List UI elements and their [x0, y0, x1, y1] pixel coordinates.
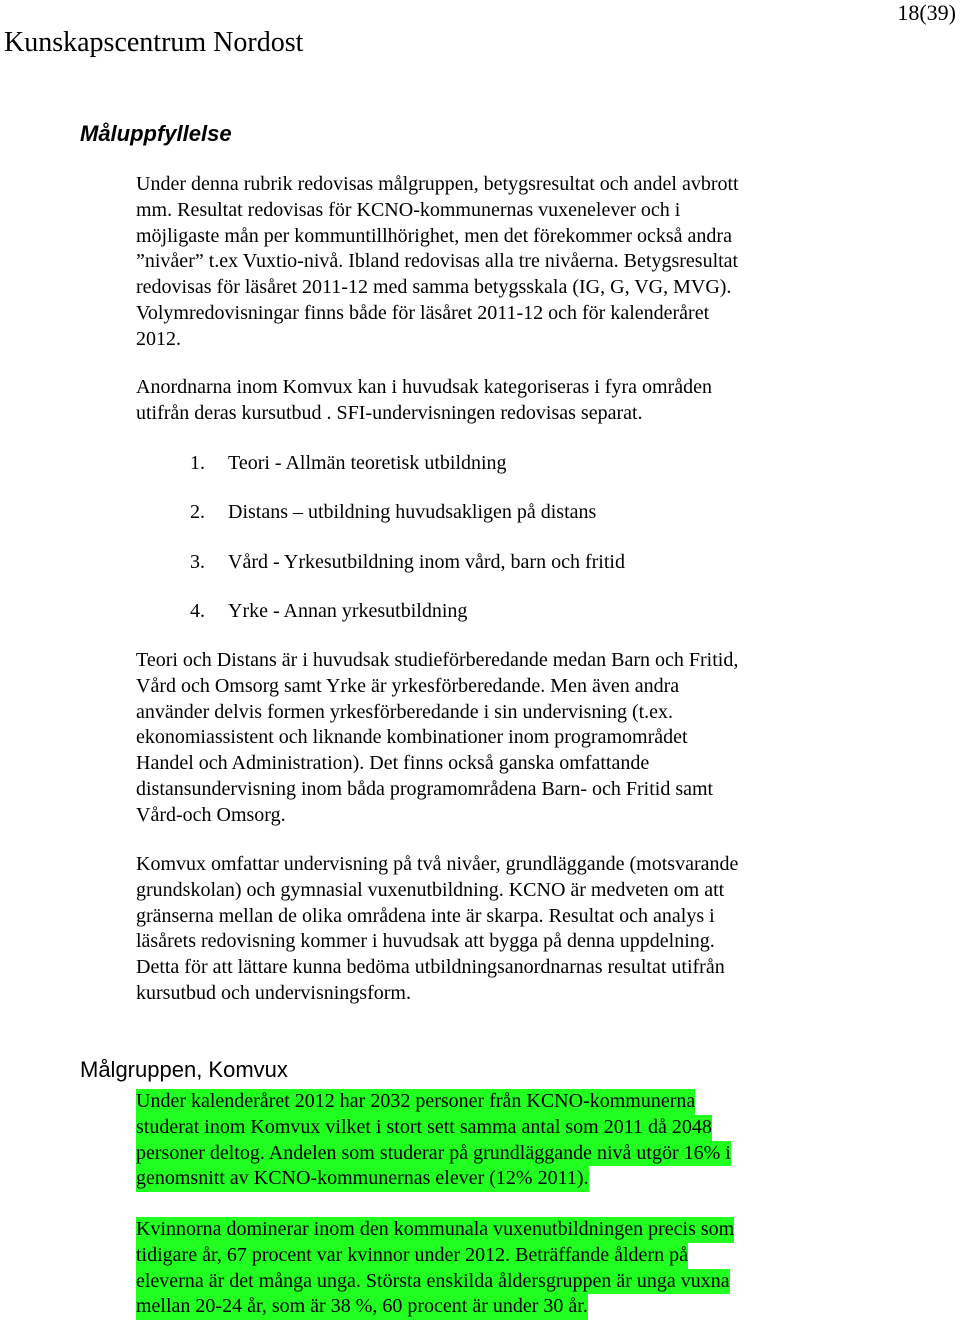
- paragraph-line: använder delvis formen yrkesförberedande i sin undervisning (t.ex.: [136, 700, 674, 723]
- list-item: [190, 450, 507, 476]
- paragraph-line: mm. Resultat redovisas för KCNO-kommunernas vuxenelever och i: [136, 198, 681, 221]
- paragraph-levels: [136, 852, 856, 1007]
- list-number: 1.: [190, 452, 205, 474]
- paragraph-line: Vård och Omsorg samt Yrke är yrkesförberedande. Men även andra: [136, 674, 680, 697]
- paragraph-line: ekonomiassistent och liknande kombinationer inom programområdet: [136, 726, 688, 749]
- list-item: [190, 499, 596, 525]
- list-item: [190, 549, 625, 575]
- highlighted-line: mellan 20-24 år, som är 38 %, 60 procent är under 30 år.: [136, 1294, 588, 1320]
- paragraph-line: gränserna mellan de olika områdena inte är skarpa. Resultat och analys i: [136, 904, 715, 927]
- page-number: 18(39): [897, 0, 956, 25]
- paragraph-line: Detta för att lättare kunna bedöma utbildningsanordnarnas resultat utifrån: [136, 956, 725, 979]
- list-text: Distans – utbildning huvudsakligen på distans: [228, 501, 597, 523]
- list-number: 3.: [190, 551, 205, 573]
- list-text: Vård - Yrkesutbildning inom vård, barn och fritid: [228, 551, 625, 573]
- paragraph-line: utifrån deras kursutbud . SFI-undervisningen redovisas separat.: [136, 401, 643, 424]
- highlighted-line: genomsnitt av KCNO-kommunernas elever (12% 2011).: [136, 1166, 589, 1192]
- paragraph-students-highlighted: [136, 1089, 856, 1192]
- paragraph-line: läsårets redovisning kommer i huvudsak att bygga på denna uppdelning.: [136, 930, 715, 953]
- paragraph-line: distansundervisning inom båda programområdena Barn- och Fritid samt: [136, 777, 714, 800]
- highlighted-line: personer deltog. Andelen som studerar på grundläggande nivå utgör 16% i: [136, 1141, 731, 1167]
- list-number: 4.: [190, 600, 205, 622]
- paragraph-line: Anordnarna inom Komvux kan i huvudsak kategoriseras i fyra områden: [136, 376, 712, 398]
- paragraph-line: ”nivåer” t.ex Vuxtio-nivå. Ibland redovisas alla tre nivåerna. Betygsresultat: [136, 250, 739, 273]
- paragraph-gender-age-highlighted: [136, 1217, 856, 1320]
- paragraph-line: 2012.: [136, 327, 181, 350]
- paragraph-intro: [136, 172, 856, 353]
- list-text: Teori - Allmän teoretisk utbildning: [228, 452, 507, 474]
- header-title: Kunskapscentrum Nordost: [4, 27, 304, 58]
- highlighted-line: studerat inom Komvux vilket i stort sett samma antal som 2011 då 2048: [136, 1115, 712, 1141]
- paragraph-line: grundskolan) och gymnasial vuxenutbildning. KCNO är medveten om att: [136, 878, 725, 901]
- highlighted-line: eleverna är det många unga. Största enskilda åldersgruppen är unga vuxna: [136, 1269, 730, 1295]
- subsection-heading: Målgruppen, Komvux: [80, 1057, 288, 1082]
- highlighted-line: Under kalenderåret 2012 har 2032 personer från KCNO-kommunerna: [136, 1089, 695, 1115]
- paragraph-line: Handel och Administration). Det finns också ganska omfattande: [136, 752, 650, 775]
- paragraph-orientation: [136, 648, 856, 829]
- paragraph-line: Under denna rubrik redovisas målgruppen, betygsresultat och andel avbrott: [136, 173, 739, 195]
- paragraph-line: Vård-och Omsorg.: [136, 803, 286, 826]
- paragraph-areas: [136, 375, 856, 427]
- list-text: Yrke - Annan yrkesutbildning: [228, 600, 468, 622]
- list-number: 2.: [190, 501, 205, 523]
- paragraph-line: redovisas för läsåret 2011-12 med samma betygsskala (IG, G, VG, MVG).: [136, 276, 732, 299]
- paragraph-line: Volymredovisningar finns både för läsåret 2011-12 och för kalenderåret: [136, 301, 710, 324]
- paragraph-line: kursutbud och undervisningsform.: [136, 981, 411, 1004]
- paragraph-line: möjligaste mån per kommuntillhörighet, men det förekommer också andra: [136, 224, 732, 247]
- paragraph-line: Komvux omfattar undervisning på två nivåer, grundläggande (motsvarande: [136, 853, 739, 875]
- highlighted-line: tidigare år, 67 procent var kvinnor under 2012. Beträffande åldern på: [136, 1243, 688, 1269]
- list-item: [190, 598, 467, 624]
- section-heading: Måluppfyllelse: [80, 121, 232, 146]
- highlighted-line: Kvinnorna dominerar inom den kommunala vuxenutbildningen precis som: [136, 1217, 734, 1243]
- paragraph-line: Teori och Distans är i huvudsak studieförberedande medan Barn och Fritid,: [136, 649, 739, 671]
